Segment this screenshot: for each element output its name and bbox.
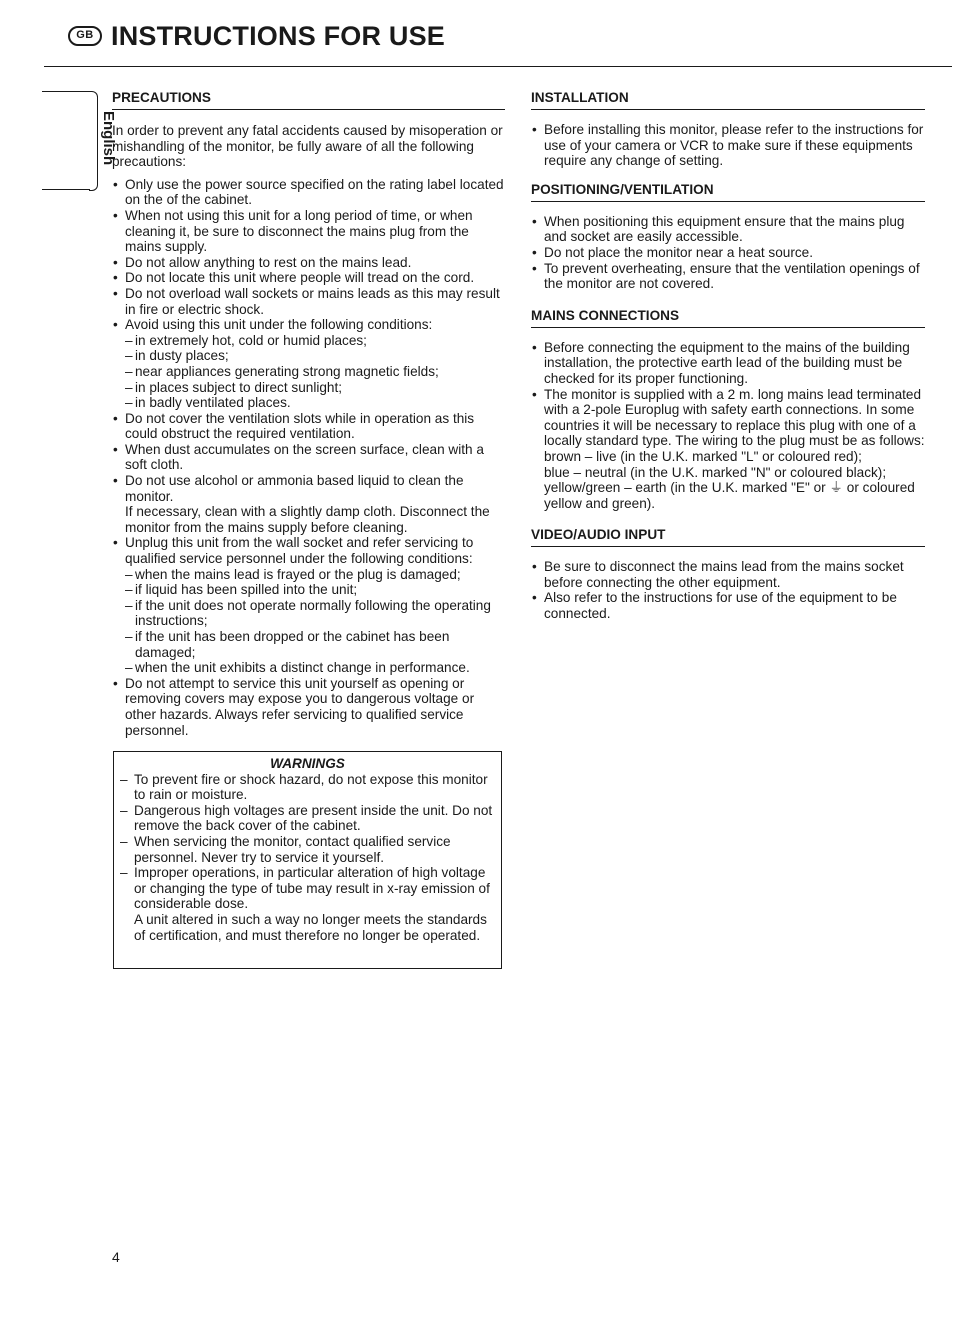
warning-item: – Improper operations, in particular alteration of high voltage or changing the type of tube may result in x-ray emission of considerable dose. A unit altered in such a way no longer meets the standards of certification, and must therefore no longer be operated.	[120, 865, 495, 943]
video-audio-heading: VIDEO/AUDIO INPUT	[531, 526, 925, 547]
list-item: • Before installing this monitor, please refer to the instructions for use of your camera or VCR to make sure if these equipments require any change of setting.	[531, 122, 925, 169]
mains-heading: MAINS CONNECTIONS	[531, 307, 925, 328]
warning-note: A unit altered in such a way no longer meets the standards of certification, and must therefore no longer be operated.	[134, 911, 487, 943]
list-item: • Unplug this unit from the wall socket and refer servicing to qualified service personnel under the following conditions: – when the mains lead is frayed or the plug is damaged; – if liquid has been spilled into the unit; – if the unit does not operate normally following the operating instructions; – if the unit has been dropped or the cabinet has been damaged; – when the unit exhibits a distinct change in performance.	[112, 535, 505, 675]
list-item: • Do not cover the ventilation slots while in operation as this could obstruct the required ventilation.	[112, 411, 505, 442]
sublist-item: – when the unit exhibits a distinct change in performance.	[125, 660, 505, 676]
language-tab	[42, 91, 117, 191]
installation-heading: INSTALLATION	[531, 89, 925, 110]
list-item: • When dust accumulates on the screen surface, clean with a soft cloth.	[112, 442, 505, 473]
list-item: • Do not allow anything to rest on the mains lead.	[112, 255, 505, 271]
warnings-list	[120, 772, 495, 944]
warnings-box	[113, 751, 502, 969]
list-item: • When positioning this equipment ensure that the mains plug and socket are easily accessible.	[531, 214, 925, 245]
sublist-item: – in dusty places;	[125, 348, 505, 364]
wiring-yellow-green: yellow/green – earth (in the U.K. marked "E" or ⏚ or coloured yellow and green).	[544, 480, 915, 511]
warning-item: – To prevent fire or shock hazard, do not expose this monitor to rain or moisture.	[120, 772, 495, 803]
positioning-list	[531, 214, 925, 292]
list-item: • Do not use alcohol or ammonia based liquid to clean the monitor. If necessary, clean with a slightly damp cloth. Disconnect the monitor from the mains supply before cleaning.	[112, 473, 505, 535]
list-item: • Do not overload wall sockets or mains leads as this may result in fire or electric shock.	[112, 286, 505, 317]
sublist-item: – if the unit does not operate normally following the operating instructions;	[125, 598, 505, 629]
list-item: • Do not attempt to service this unit yourself as opening or removing covers may expose you to dangerous voltage or other hazards. Always refer servicing to qualified service personnel.	[112, 676, 505, 738]
cleaning-note: If necessary, clean with a slightly damp cloth. Disconnect the monitor from the mains supply before cleaning.	[125, 504, 490, 535]
header-rule	[44, 66, 952, 67]
wiring-brown: brown – live (in the U.K. marked "L" or coloured red);	[544, 448, 862, 464]
sublist-item: – near appliances generating strong magnetic fields;	[125, 364, 505, 380]
list-item: • To prevent overheating, ensure that the ventilation openings of the monitor are not covered.	[531, 261, 925, 292]
servicing-sublist	[125, 567, 505, 676]
gb-country-badge: GB	[68, 26, 102, 46]
left-column	[112, 89, 505, 738]
list-item: • Also refer to the instructions for use of the equipment to be connected.	[531, 590, 925, 621]
warning-item: – Dangerous high voltages are present inside the unit. Do not remove the back cover of the cabinet.	[120, 803, 495, 834]
page-title: INSTRUCTIONS FOR USE	[111, 21, 446, 51]
sublist-item: – in badly ventilated places.	[125, 395, 505, 411]
video-audio-list	[531, 559, 925, 621]
list-item: • Only use the power source specified on the rating label located on the of the cabinet.	[112, 177, 505, 208]
list-item: • Before connecting the equipment to the mains of the building installation, the protective earth lead of the building must be checked for its proper functioning.	[531, 340, 925, 387]
precautions-heading: PRECAUTIONS	[112, 89, 505, 110]
sublist-item: – if liquid has been spilled into the unit;	[125, 582, 505, 598]
positioning-heading: POSITIONING/VENTILATION	[531, 181, 925, 202]
language-label: English	[100, 111, 117, 166]
page-header	[68, 20, 445, 52]
installation-list	[531, 122, 925, 169]
list-item: • The monitor is supplied with a 2 m. long mains lead terminated with a 2-pole Europlug with safety earth connections. In some countries it will be necessary to replace this plug with one of a locally standard type. The wiring to the plug must be as follows: brown – live (in the U.K. marked "L" or coloured red); blue – neutral (in the U.K. marked "N" or coloured black); yellow/green – earth (in the U.K. marked "E" or ⏚ or coloured yellow and green).	[531, 387, 925, 512]
conditions-sublist	[125, 333, 505, 411]
right-column	[531, 89, 925, 622]
sublist-item: – if the unit has been dropped or the cabinet has been damaged;	[125, 629, 505, 660]
page-number: 4	[112, 1249, 120, 1265]
wiring-blue: blue – neutral (in the U.K. marked "N" or coloured black);	[544, 464, 887, 480]
list-item: • Do not locate this unit where people will tread on the cord.	[112, 270, 505, 286]
sublist-item: – when the mains lead is frayed or the plug is damaged;	[125, 567, 505, 583]
list-item: • Do not place the monitor near a heat source.	[531, 245, 925, 261]
list-item: • Be sure to disconnect the mains lead from the mains socket before connecting the other equipment.	[531, 559, 925, 590]
sublist-item: – in places subject to direct sunlight;	[125, 380, 505, 396]
mains-list	[531, 340, 925, 512]
precautions-intro: In order to prevent any fatal accidents caused by misoperation or mishandling of the monitor, be fully aware of all the following precautions:	[112, 123, 503, 170]
sublist-item: – in extremely hot, cold or humid places;	[125, 333, 505, 349]
list-item: • When not using this unit for a long period of time, or when cleaning it, be sure to disconnect the mains plug from the mains supply.	[112, 208, 505, 255]
warning-item: – When servicing the monitor, contact qualified service personnel. Never try to service it yourself.	[120, 834, 495, 865]
warnings-heading: WARNINGS	[270, 756, 345, 771]
list-item: • Avoid using this unit under the following conditions: – in extremely hot, cold or humid places; – in dusty places; – near appliances generating strong magnetic fields; – in places subject to direct sunlight; – in badly ventilated places.	[112, 317, 505, 411]
precautions-list	[112, 177, 505, 738]
